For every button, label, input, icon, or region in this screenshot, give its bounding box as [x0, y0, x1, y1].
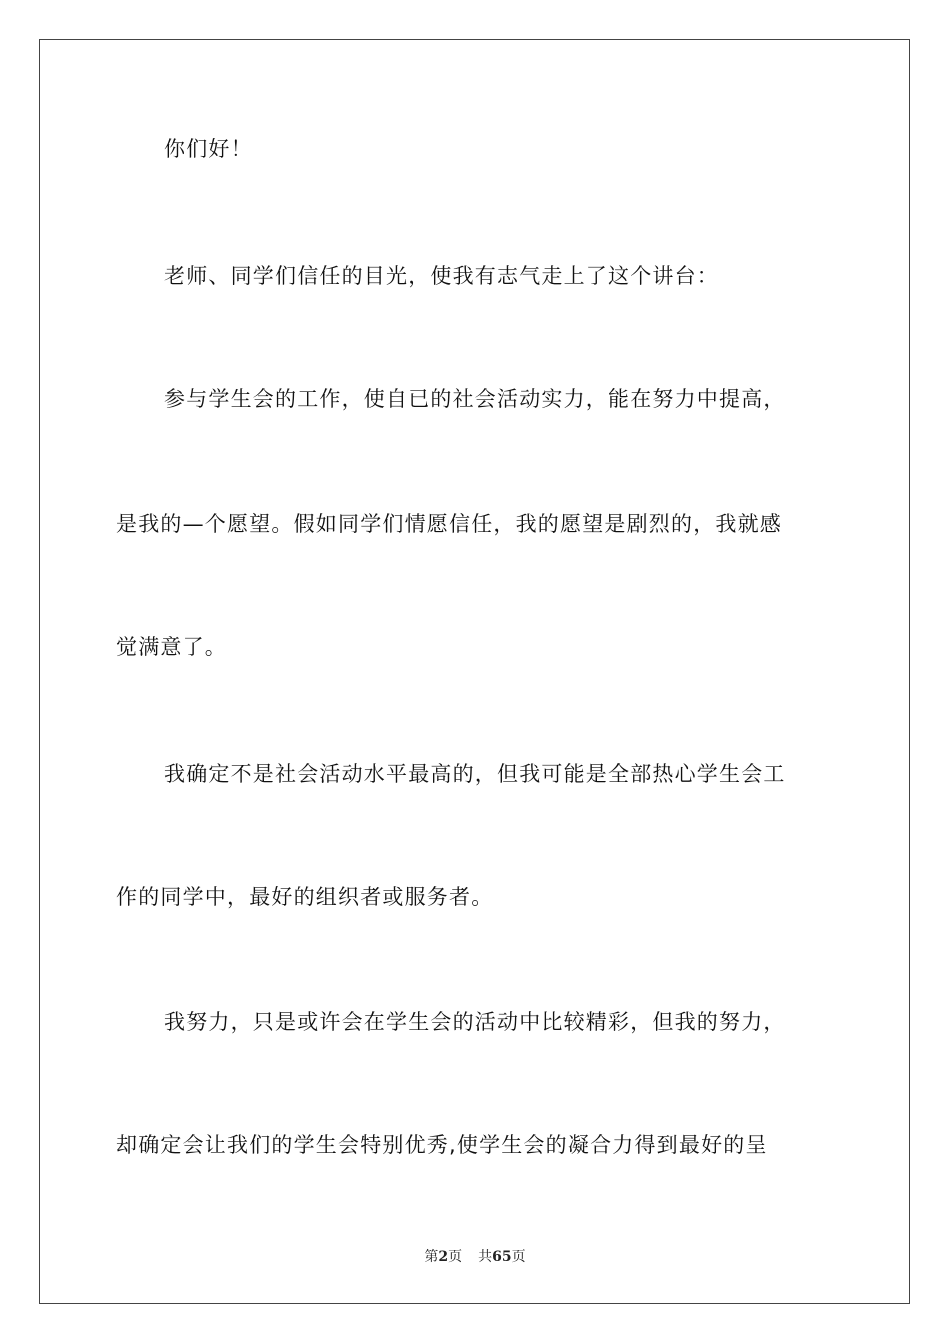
- body-line: 我确定不是社会活动水平最高的，但我可能是全部热心学生会工: [164, 762, 786, 786]
- body-line: 是我的—个愿望。假如同学们情愿信任，我的愿望是剧烈的，我就感: [116, 512, 782, 536]
- body-line: 作的同学中，最好的组织者或服务者。: [116, 885, 494, 909]
- total-pages: 65: [492, 1249, 512, 1265]
- body-line: 老师、同学们信任的目光，使我有志气走上了这个讲台：: [164, 264, 719, 288]
- body-line: 我努力，只是或许会在学生会的活动中比较精彩，但我的努力，: [164, 1010, 786, 1034]
- greeting-line: 你们好！: [164, 137, 253, 161]
- page-footer: [0, 1248, 950, 1266]
- page-suffix: 页: [448, 1249, 463, 1265]
- page-number: 2: [438, 1249, 449, 1265]
- body-line: 觉满意了。: [116, 635, 227, 659]
- total-suffix: 页: [511, 1249, 526, 1265]
- body-line: 却确定会让我们的学生会特别优秀,使学生会的凝合力得到最好的呈: [116, 1133, 768, 1157]
- body-line: 参与学生会的工作，使自已的社会活动实力，能在努力中提高，: [164, 387, 786, 411]
- page-frame: [39, 39, 910, 1304]
- page-prefix: 第: [424, 1249, 439, 1265]
- total-prefix: 共: [478, 1249, 493, 1265]
